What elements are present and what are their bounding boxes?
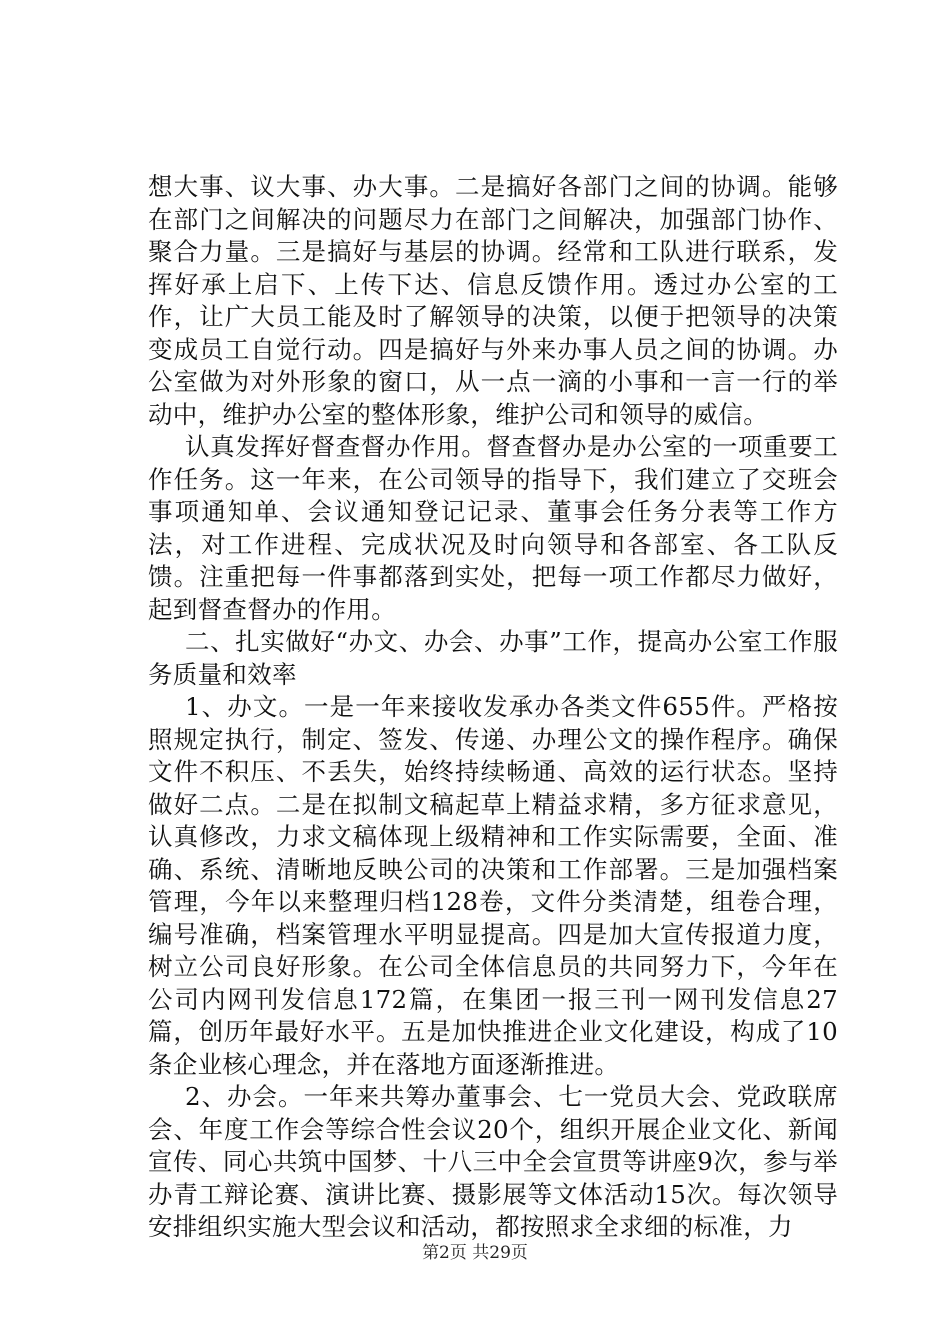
paragraph-supervision: 认真发挥好督查督办作用。督查督办是办公室的一项重要工作任务。这一年来，在公司领导的指导下，我们建立了交班会事项通知单、会议通知登记记录、董事会任务分表等工作方法，对工作进程、完成状况及时向领导和各部室、各工队反馈。注重把每一件事都落到实处，把每一项工作都尽力做好，起到督查督办的作用。	[148, 432, 838, 624]
page-number-footer: 第2页 共29页	[422, 1243, 528, 1263]
paragraph-coordination: 想大事、议大事、办大事。二是搞好各部门之间的协调。能够在部门之间解决的问题尽力在部门之间解决，加强部门协作、聚合力量。三是搞好与基层的协调。经常和工队进行联系，发挥好承上启下、上传下达、信息反馈作用。透过办公室的工作，让广大员工能及时了解领导的决策，以便于把领导的决策变成员工自觉行动。四是搞好与外来办事人员之间的协调。办公室做为对外形象的窗口，从一点一滴的小事和一言一行的举动中，维护办公室的整体形象，维护公司和领导的威信。	[148, 172, 838, 429]
document-body	[148, 171, 838, 1244]
paragraph-documents: 1、办文。一是一年来接收发承办各类文件655件。严格按照规定执行，制定、签发、传递、办理公文的操作程序。确保文件不积压、不丢失，始终持续畅通、高效的运行状态。坚持做好二点。二是在拟制文稿起草上精益求精，多方征求意见，认真修改，力求文稿体现上级精神和工作实际需要，全面、准确、系统、清晰地反映公司的决策和工作部署。三是加强档案管理，今年以来整理归档128卷，文件分类清楚，组卷合理，编号准确，档案管理水平明显提高。四是加大宣传报道力度，树立公司良好形象。在公司全体信息员的共同努力下，今年在公司内网刊发信息172篇，在集团一报三刊一网刊发信息27篇，创历年最好水平。五是加快推进企业文化建设，构成了10条企业核心理念，并在落地方面逐渐推进。	[148, 692, 838, 1079]
section-heading-two: 二、扎实做好“办文、办会、办事”工作，提高办公室工作服务质量和效率	[148, 627, 838, 689]
paragraph-meetings: 2、办会。一年来共筹办董事会、七一党员大会、党政联席会、年度工作会等综合性会议20个，组织开展企业文化、新闻宣传、同心共筑中国梦、十八三中全会宣贯等讲座9次，参与举办青工辩论赛、演讲比赛、摄影展等文体活动15次。每次领导安排组织实施大型会议和活动，都按照求全求细的标准，力	[148, 1082, 838, 1241]
